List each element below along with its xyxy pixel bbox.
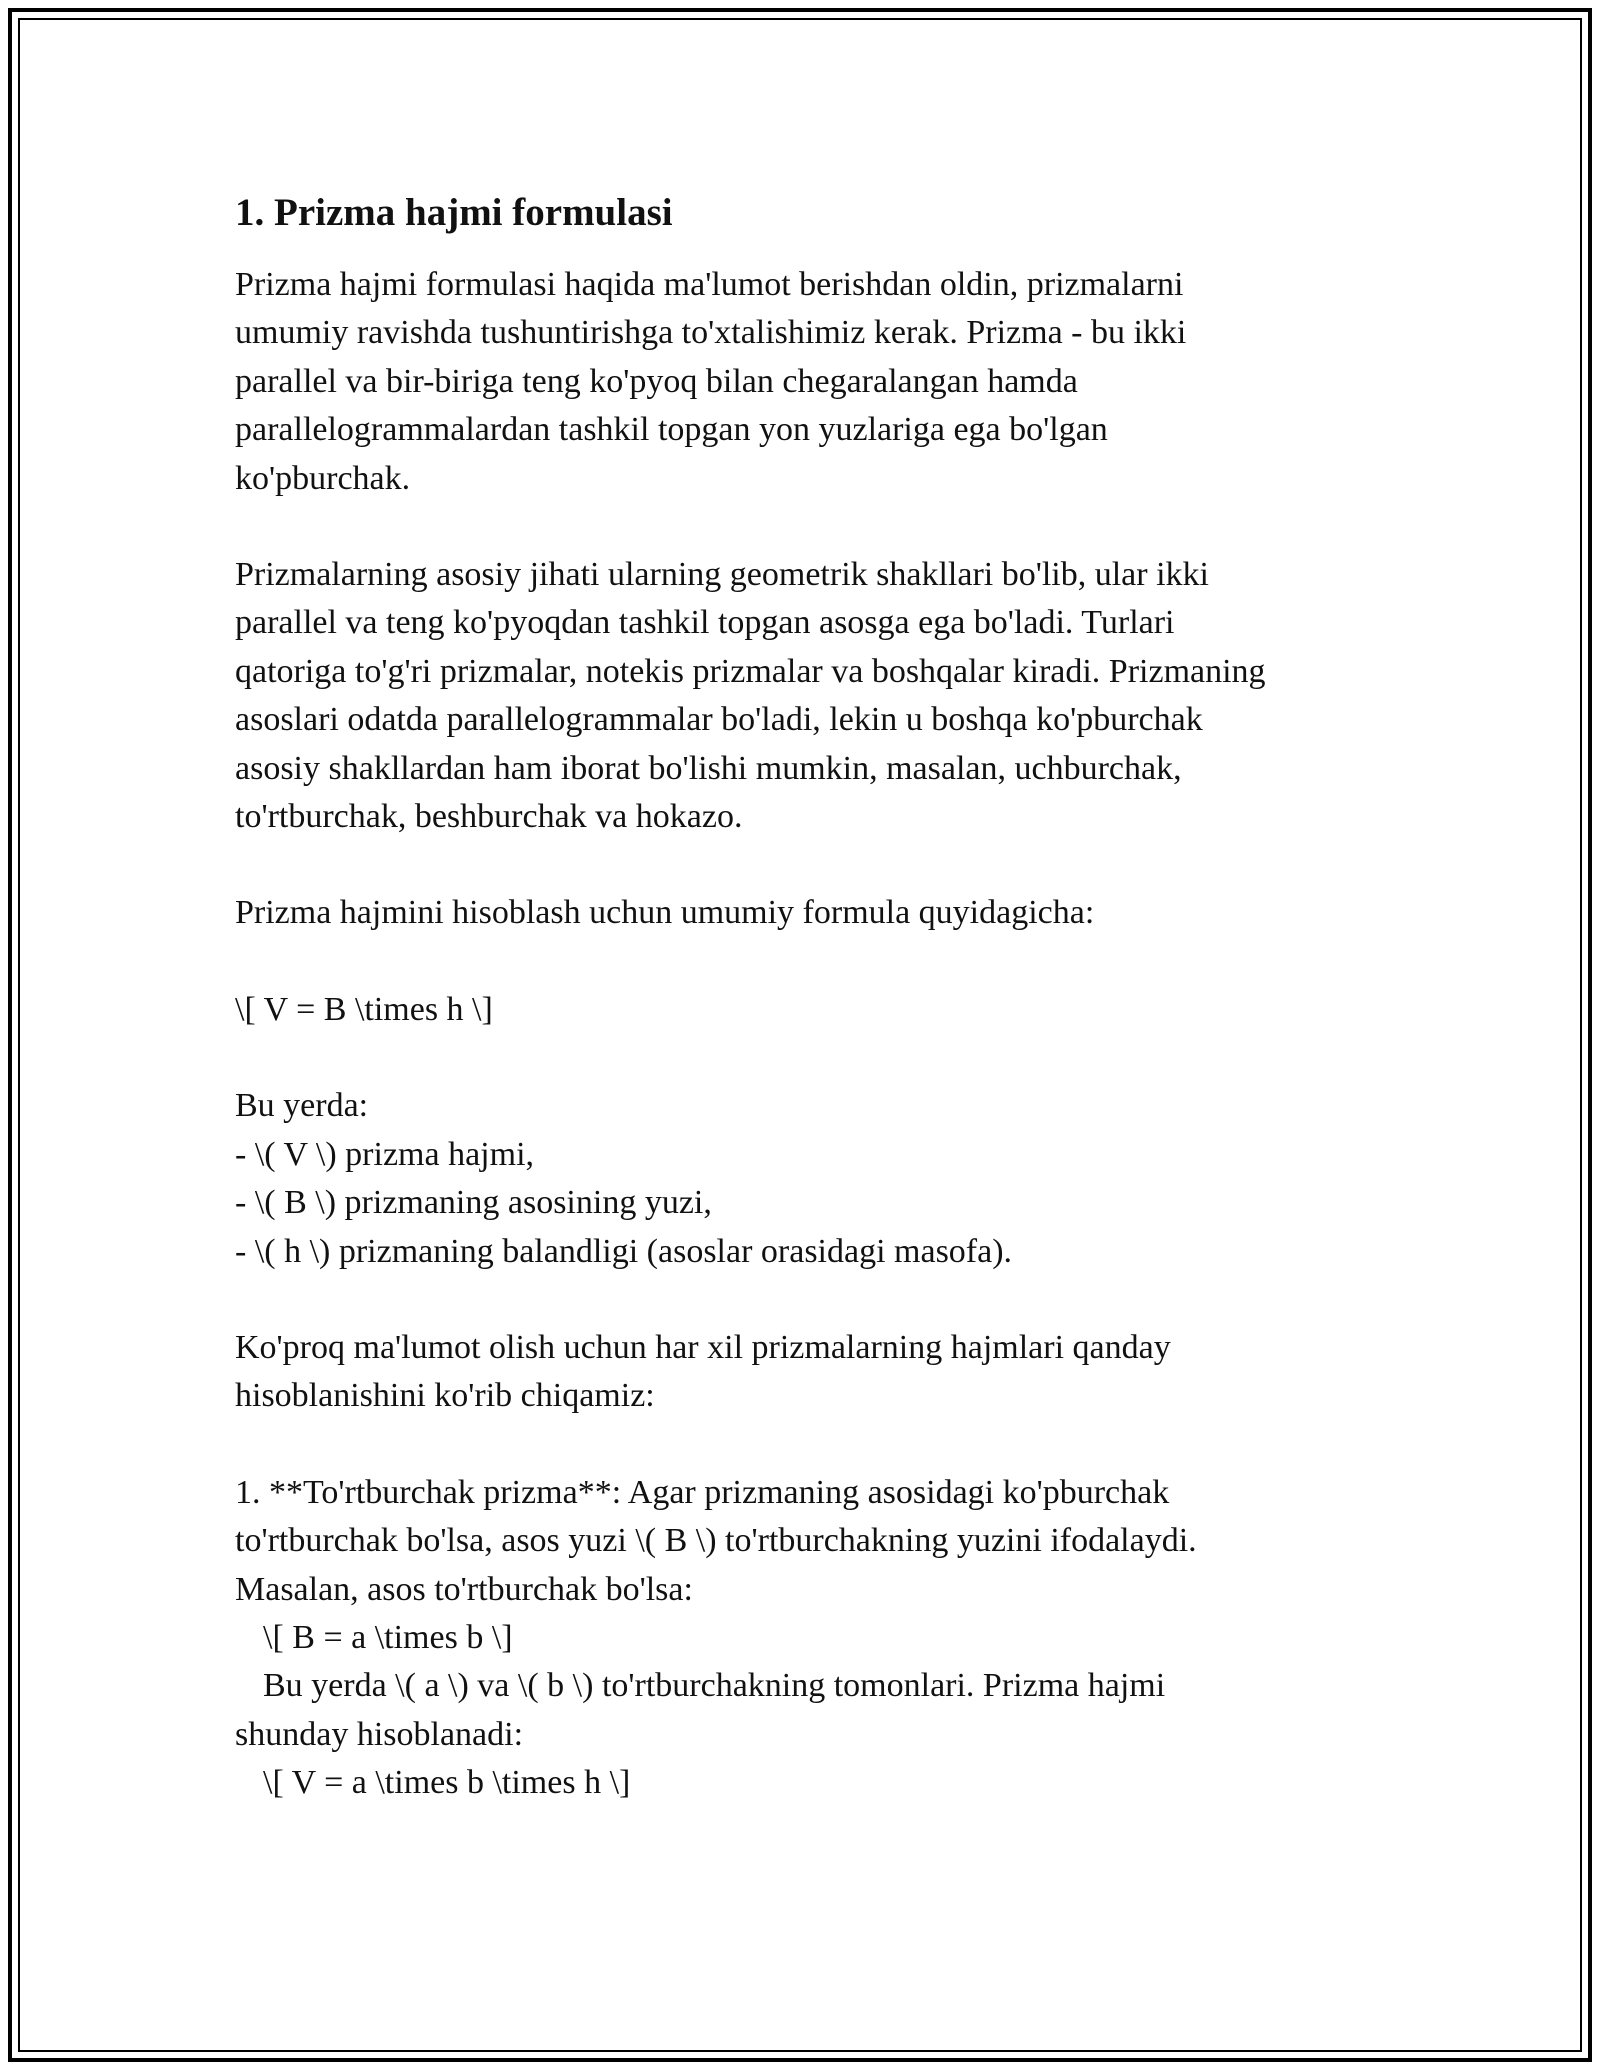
definition-item-b: - \( B \) prizmaning asosining yuzi,	[235, 1184, 712, 1222]
main-formula: \[ V = B \times h \]	[235, 990, 493, 1028]
intro-paragraph: Prizma hajmi formulasi haqida ma'lumot berishdan oldin, prizmalarni umumiy ravishda tushuntirishga to'xtalishimiz kerak. Prizma - bu ikki parallel va bir-biriga teng ko'pyoq bilan chegaralangan hamda parallelogrammalardan tashkil topgan yon yuzlariga ega bo'lgan ko'pburchak.	[235, 266, 1187, 497]
base-area-formula: \[ B = a \times b \]	[263, 1618, 513, 1656]
definition-item-v: - \( V \) prizma hajmi,	[235, 1135, 535, 1173]
more-info-paragraph: Ko'proq ma'lumot olish uchun har xil prizmalarning hajmlari qanday hisoblanishini ko'rib chiqamiz:	[235, 1328, 1171, 1415]
document-body	[235, 185, 1375, 1808]
list-item-text: 1. **To'rtburchak prizma**: Agar prizmaning asosidagi ko'pburchak to'rtburchak bo'lsa, asos yuzi \( B \) to'rtburchakning yuzini ifodalaydi. Masalan, asos to'rtburchak bo'lsa:	[235, 1473, 1197, 1608]
section-heading: 1. Prizma hajmi formulasi	[235, 191, 673, 234]
definition-item-h: - \( h \) prizmaning balandligi (asoslar orasidagi masofa).	[235, 1232, 1013, 1270]
list-item-rectangular-prism	[235, 1469, 1375, 1808]
features-paragraph: Prizmalarning asosiy jihati ularning geometrik shakllari bo'lib, ular ikki parallel va teng ko'pyoqdan tashkil topgan asosga ega bo'ladi. Turlari qatoriga to'g'ri prizmalar, notekis prizmalar va boshqalar kiradi. Prizmaning asoslari odatda parallelogrammalar bo'ladi, lekin u boshqa ko'pburchak asosiy shakllardan ham iborat bo'lishi mumkin, masalan, uchburchak, to'rtburchak, beshburchak va hokazo.	[235, 556, 1266, 836]
formula-intro-paragraph: Prizma hajmini hisoblash uchun umumiy formula quyidagicha:	[235, 894, 1095, 932]
definitions-title: Bu yerda:	[235, 1087, 369, 1125]
volume-formula: \[ V = a \times b \times h \]	[263, 1764, 631, 1802]
list-item-explanation: Bu yerda \( a \) va \( b \) to'rtburchakning tomonlari. Prizma hajmi	[263, 1667, 1166, 1705]
list-item-explanation-cont: shunday hisoblanadi:	[235, 1715, 524, 1753]
definitions-block	[235, 1082, 1375, 1276]
